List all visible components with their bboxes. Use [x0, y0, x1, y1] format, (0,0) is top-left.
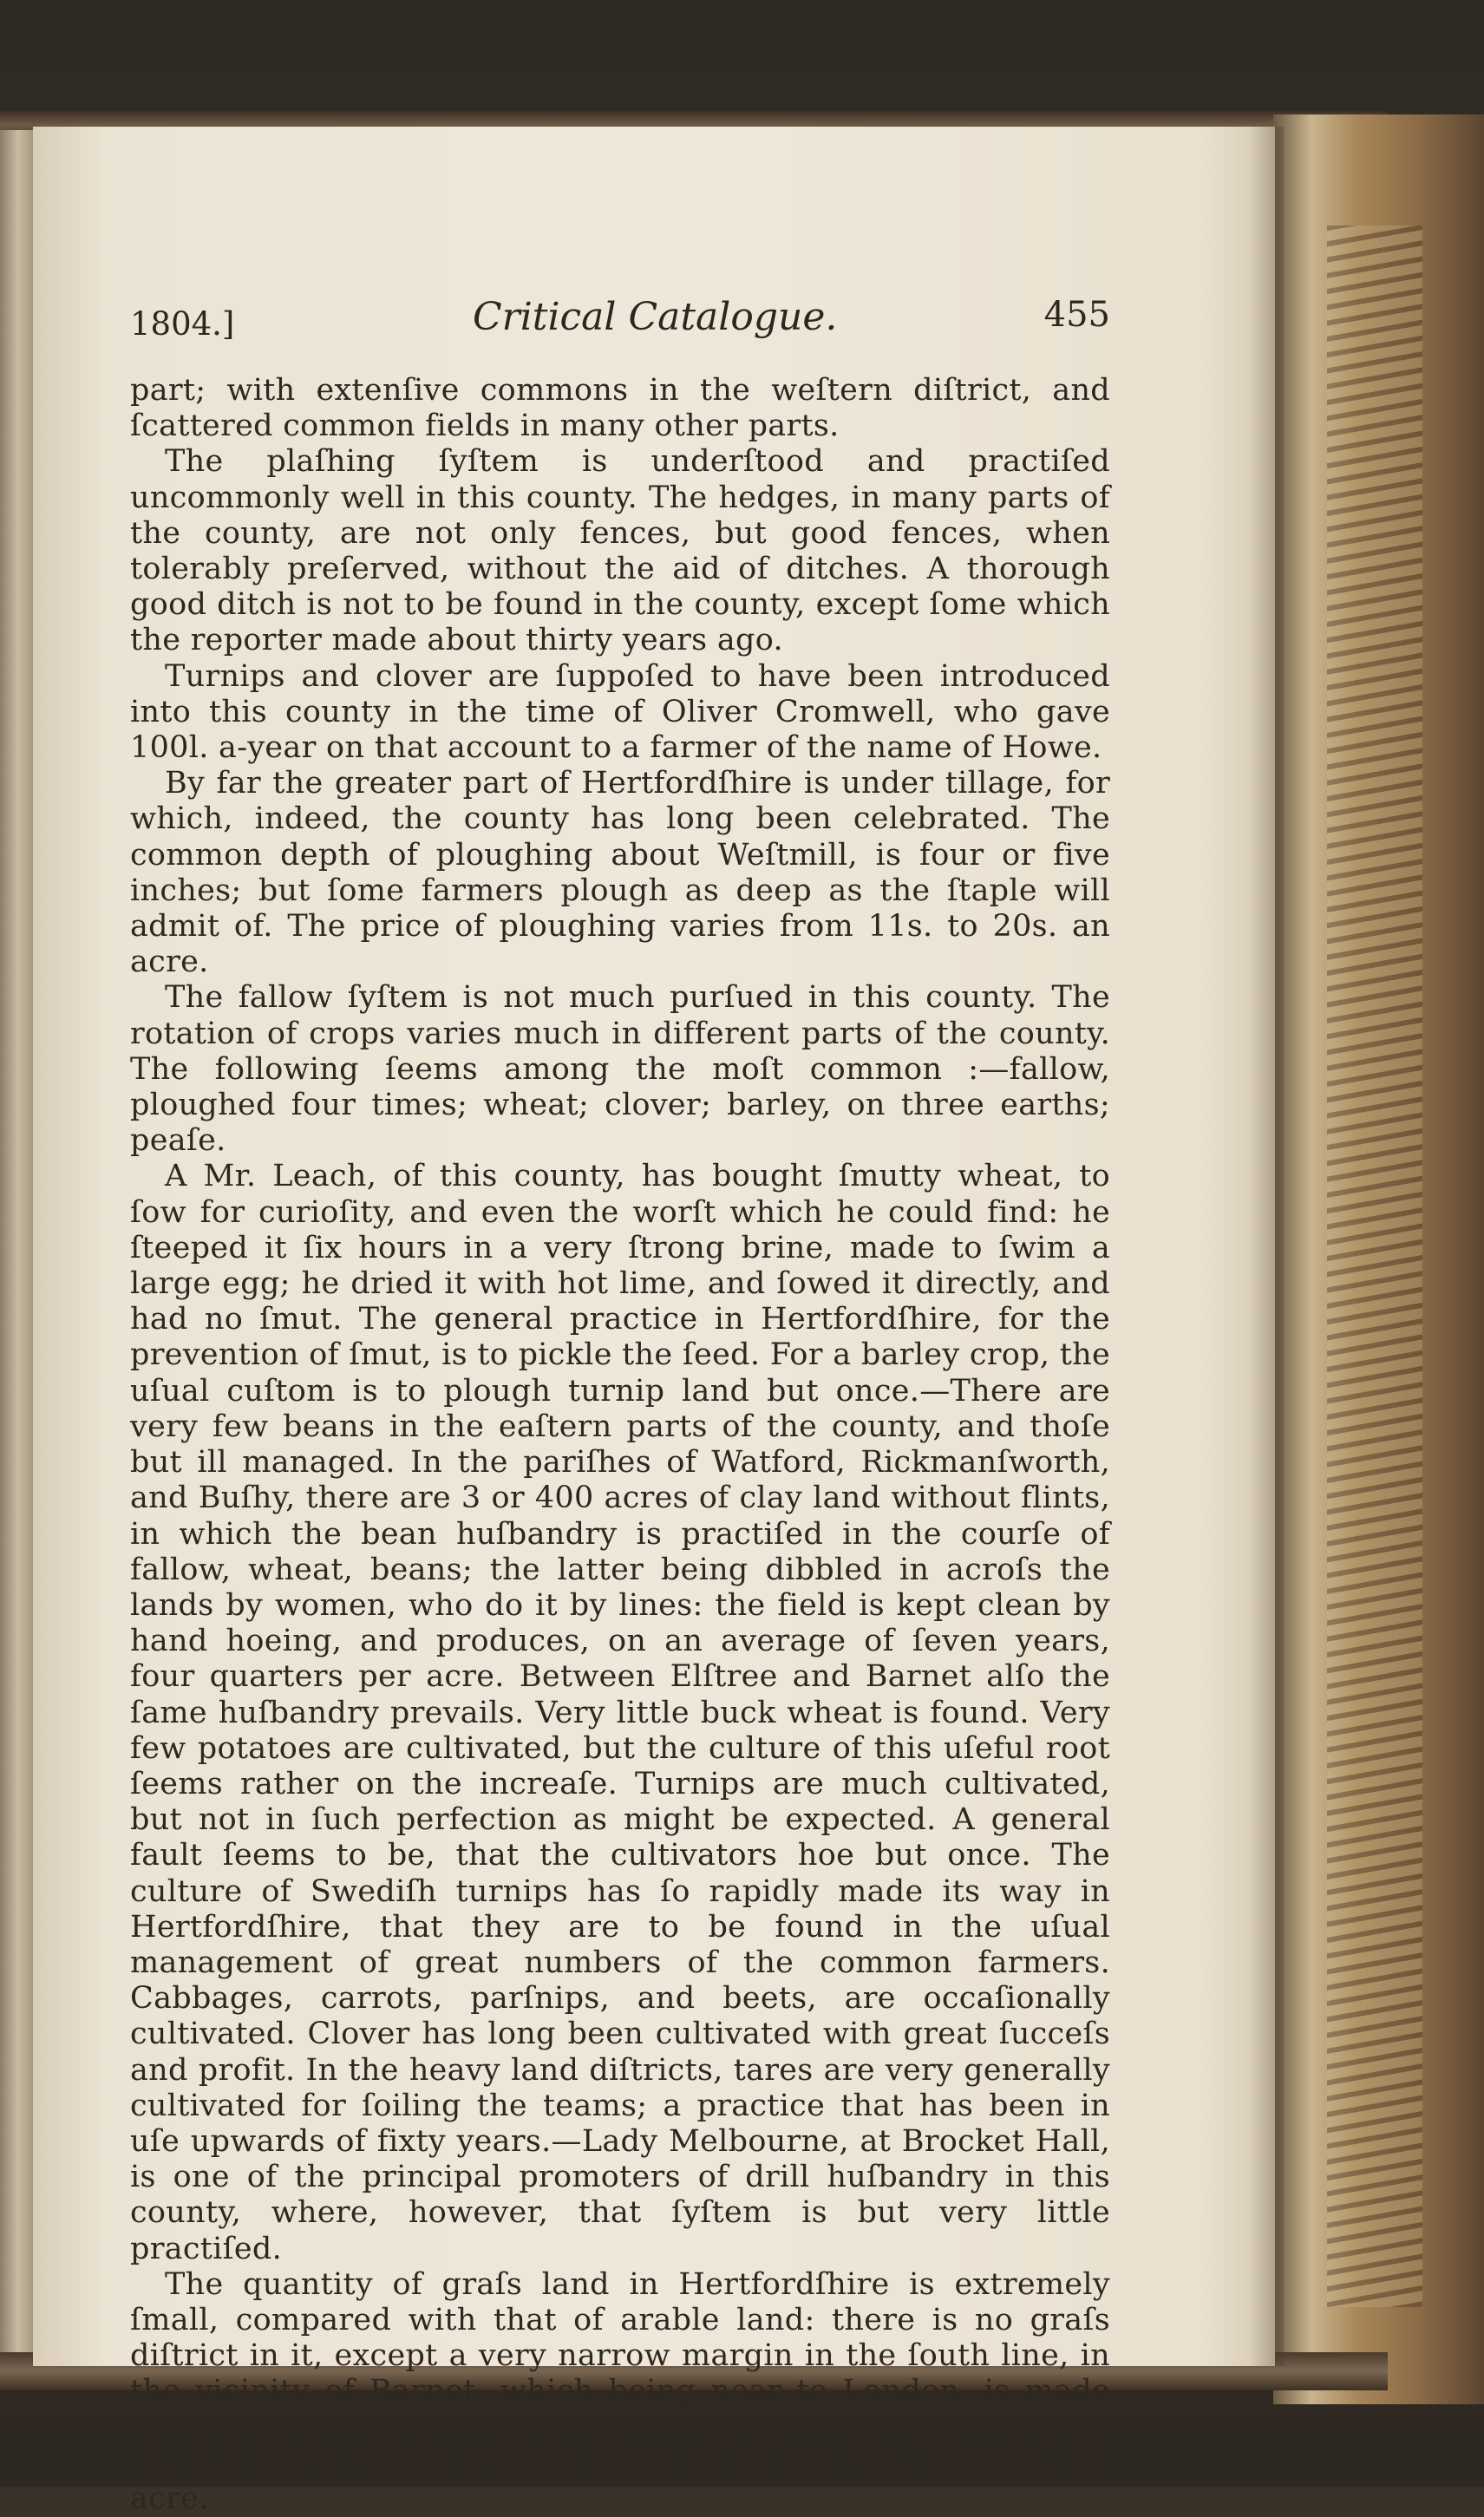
paragraph: The fallow ſyſtem is not much purſued in this county. The rotation of crops varies much in different parts of the county. The following ſeems among the moſt common :—fallow, ploughed four times; wheat; clover; barley, on three earths; peaſe. — [130, 980, 1110, 1159]
marbled-cover — [1327, 226, 1422, 2307]
header-year: 1804.] — [130, 305, 235, 343]
paragraph: The quantity of graſs land in Hertfordſhire is extremely ſmall, compared with that of arable land: there is no graſs diſtrict in it, except a very narrow margin in the ſouth line, in the vicinity of Barnet, which being near to London, is made artificially productive, by means of manures brought back by the hay-carts. Many of theſe fields let at 40s. 50s. and 60s. an acre. — [130, 2266, 1110, 2516]
paragraph: Turnips and clover are ſuppoſed to have been introduced into this county in the time of Oliver Cromwell, who gave 100l. a-year on that account to a farmer of the name of Howe. — [130, 658, 1110, 766]
body-text — [130, 373, 1110, 2517]
page-gutter-shadow — [1249, 127, 1284, 2366]
paragraph: part; with extenſive commons in the weſtern diſtrict, and ſcattered common fields in many other parts. — [130, 373, 1110, 444]
header-title: Critical Catalogue. — [473, 295, 838, 339]
page-number: 455 — [1043, 295, 1110, 335]
running-header — [130, 295, 1110, 350]
paragraph: The plaſhing ſyſtem is underſtood and practiſed uncommonly well in this county. The hedges, in many parts of the county, are not only fences, but good fences, when tolerably preſerved, without the aid of ditches. A thorough good ditch is not to be found in the county, except ſome which the reporter made about thirty years ago. — [130, 444, 1110, 658]
paragraph: A Mr. Leach, of this county, has bought ſmutty wheat, to ſow for curioſity, and even the worſt which he could find: he ſteeped it ſix hours in a very ſtrong brine, made to ſwim a large egg; he dried it with hot lime, and ſowed it directly, and had no ſmut. The general practice in Hertfordſhire, for the prevention of ſmut, is to pickle the ſeed. For a barley crop, the uſual cuſtom is to plough turnip land but once.—There are very few beans in the eaſtern parts of the county, and thoſe but ill managed. In the pariſhes of Watford, Rickmanſworth, and Buſhy, there are 3 or 400 acres of clay land without flints, in which the bean huſbandry is practiſed in the courſe of fallow, wheat, beans; the latter being dibbled in acroſs the lands by women, who do it by lines: the field is kept clean by hand hoeing, and produces, on an average of ſeven years, four quarters per acre. Between Elſtree and Barnet alſo the ſame huſbandry prevails. Very little buck wheat is found. Very few potatoes are cultivated, but the culture of this uſeful root ſeems rather on the increaſe. Turnips are much cultivated, but not in ſuch perfection as might be expected. A general fault ſeems to be, that the cultivators hoe but once. The culture of Swediſh turnips has ſo rapidly made its way in Hertfordſhire, that they are to be found in the uſual management of great numbers of the common farmers. Cabbages, carrots, parſnips, and beets, are occaſionally cultivated. Clover has long been cultivated with great ſucceſs and profit. In the heavy land diſtricts, tares are very generally cultivated for ſoiling the teams; a practice that has been in uſe upwards of fixty years.—Lady Melbourne, at Brocket Hall, is one of the principal promoters of drill huſbandry in this county, where, however, that ſyſtem is but very little practiſed. — [130, 1159, 1110, 2266]
left-page-edge — [0, 130, 33, 2368]
paragraph: By far the greater part of Hertfordſhire is under tillage, for which, indeed, the county has long been celebrated. The common depth of ploughing about Weſtmill, is four or five inches; but ſome farmers plough as deep as the ſtaple will admit of. The price of ploughing varies from 11s. to 20s. an acre. — [130, 766, 1110, 980]
